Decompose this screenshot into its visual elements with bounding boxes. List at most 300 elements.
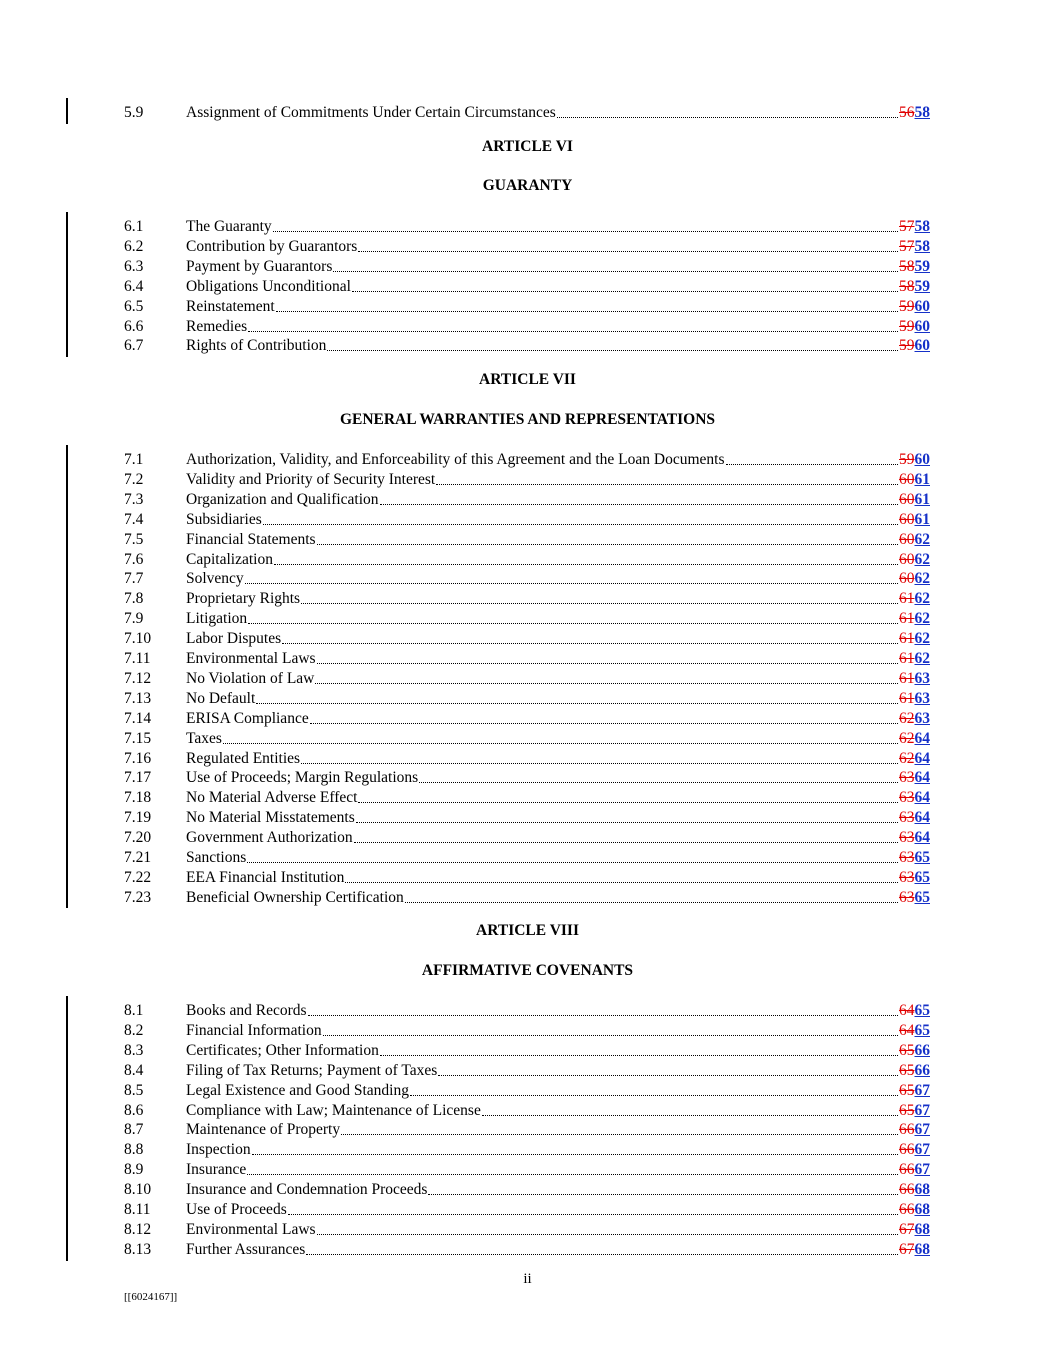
deleted-page-number: 61 <box>899 610 915 628</box>
page-ref <box>899 1240 930 1260</box>
page-ref <box>899 729 930 749</box>
entry-line <box>186 297 930 317</box>
section-number: 7.15 <box>124 729 152 747</box>
page-ref <box>899 1041 930 1061</box>
section-number: 6.2 <box>124 237 144 255</box>
deleted-page-number: 59 <box>899 451 915 468</box>
inserted-page-link[interactable]: 67 <box>914 1141 930 1159</box>
deleted-page-number: 65 <box>899 1101 915 1119</box>
inserted-page-link[interactable]: 68 <box>914 1240 930 1258</box>
page-ref <box>899 689 930 709</box>
section-title: Subsidiaries <box>186 510 262 528</box>
page-ref <box>899 1101 930 1121</box>
section-title: Books and Records <box>186 1002 307 1019</box>
inserted-page-link[interactable]: 60 <box>914 451 930 468</box>
article-heading: ARTICLE VIII <box>476 922 579 939</box>
inserted-page-link[interactable]: 62 <box>914 570 930 588</box>
entry-line <box>186 1180 930 1200</box>
deleted-page-number: 66 <box>899 1121 915 1139</box>
toc-entry <box>124 689 930 709</box>
toc-entry <box>124 888 930 908</box>
dot-leader <box>247 848 898 863</box>
deleted-page-number: 63 <box>899 789 915 807</box>
dot-leader <box>419 768 898 783</box>
deleted-page-number: 65 <box>899 1081 915 1099</box>
section-number: 7.13 <box>124 689 152 707</box>
section-title: No Violation of Law <box>186 669 315 687</box>
toc-entry <box>124 103 930 123</box>
toc-entry <box>124 1081 930 1101</box>
section-number: 7.2 <box>124 470 144 488</box>
dot-leader <box>276 297 898 312</box>
section-title: No Material Misstatements <box>186 809 355 827</box>
toc-entry <box>124 1101 930 1121</box>
entry-line <box>186 470 930 490</box>
page-ref <box>899 1220 930 1240</box>
entry-line <box>186 450 930 470</box>
toc-entry <box>124 609 930 629</box>
section-title: Reinstatement <box>186 297 275 315</box>
inserted-page-link[interactable]: 63 <box>914 669 930 687</box>
page-ref <box>899 257 930 277</box>
inserted-page-link[interactable]: 59 <box>914 257 930 275</box>
entry-line <box>186 277 930 297</box>
deleted-page-number: 66 <box>899 1201 915 1218</box>
page-number: ii <box>523 1271 532 1287</box>
section-number: 7.1 <box>124 451 144 468</box>
entry-line <box>186 317 930 337</box>
deleted-page-number: 59 <box>899 337 915 355</box>
inserted-page-link[interactable]: 67 <box>914 1101 930 1119</box>
page-ref <box>899 297 930 317</box>
page-ref <box>899 749 930 769</box>
inserted-page-link[interactable]: 61 <box>914 490 930 508</box>
inserted-page-link[interactable]: 58 <box>914 237 930 255</box>
toc-entry <box>124 257 930 277</box>
toc-entry <box>124 828 930 848</box>
inserted-page-link[interactable]: 58 <box>914 218 930 235</box>
entry-line <box>186 1041 930 1061</box>
section-number: 7.4 <box>124 510 144 528</box>
section-number: 7.7 <box>124 570 144 588</box>
entry-line <box>186 1021 930 1041</box>
section-number: 8.13 <box>124 1240 152 1258</box>
section-title: Maintenance of Property <box>186 1121 341 1139</box>
dot-leader <box>345 868 898 883</box>
entry-line <box>186 749 930 769</box>
inserted-page-link[interactable]: 68 <box>914 1201 930 1218</box>
section-number: 8.10 <box>124 1181 152 1199</box>
section-title: Validity and Priority of Security Interest <box>186 470 436 488</box>
section-title: Remedies <box>186 317 248 335</box>
deleted-page-number: 61 <box>899 630 915 648</box>
section-number: 7.14 <box>124 709 152 727</box>
page-ref <box>899 808 930 828</box>
deleted-page-number: 60 <box>899 510 915 528</box>
entry-line <box>186 1200 930 1220</box>
inserted-page-link[interactable]: 60 <box>914 317 930 335</box>
section-number: 8.8 <box>124 1141 144 1159</box>
page-ref <box>899 1081 930 1101</box>
section-title: Further Assurances <box>186 1240 306 1258</box>
section-title: Environmental Laws <box>186 650 316 667</box>
section-number: 8.9 <box>124 1161 144 1179</box>
deleted-page-number: 63 <box>899 829 915 847</box>
entry-line <box>186 1061 930 1081</box>
inserted-page-link[interactable]: 67 <box>914 1121 930 1139</box>
page-ref <box>899 828 930 848</box>
section-title: Financial Statements <box>186 530 316 548</box>
inserted-page-link[interactable]: 66 <box>914 1041 930 1059</box>
toc-entry <box>124 808 930 828</box>
dot-leader <box>263 510 898 525</box>
deleted-page-number: 66 <box>899 1161 915 1179</box>
dot-leader <box>356 808 898 823</box>
toc-entry <box>124 788 930 808</box>
page-ref <box>899 1061 930 1081</box>
page-ref <box>899 1021 930 1041</box>
inserted-page-link[interactable]: 64 <box>914 829 930 847</box>
entry-line <box>186 1220 930 1240</box>
section-title: Labor Disputes <box>186 630 282 648</box>
section-number: 7.5 <box>124 530 144 548</box>
section-title: Assignment of Commitments Under Certain Circumstances <box>186 104 556 121</box>
dot-leader <box>274 550 898 565</box>
inserted-page-link[interactable]: 65 <box>914 1021 930 1039</box>
section-number: 7.22 <box>124 868 152 886</box>
page-ref <box>899 237 930 257</box>
page-ref <box>899 788 930 808</box>
entry-line <box>186 1160 930 1180</box>
section-number: 6.7 <box>124 337 144 355</box>
entry-line <box>186 237 930 257</box>
section-number: 7.18 <box>124 789 152 807</box>
inserted-page-link[interactable]: 64 <box>914 729 930 747</box>
page-ref <box>899 1200 930 1220</box>
deleted-page-number: 62 <box>899 729 915 747</box>
toc-entry <box>124 649 930 669</box>
section-title: Compliance with Law; Maintenance of License <box>186 1101 481 1119</box>
deleted-page-number: 57 <box>899 218 915 235</box>
page-ref <box>899 530 930 550</box>
dot-leader <box>317 649 898 664</box>
toc-entry <box>124 848 930 868</box>
toc-entry <box>124 1120 930 1140</box>
deleted-page-number: 59 <box>899 297 915 315</box>
page-ref <box>899 848 930 868</box>
page-ref <box>899 490 930 510</box>
dot-leader <box>310 709 898 724</box>
dot-leader <box>323 1021 898 1036</box>
section-number: 8.5 <box>124 1081 144 1099</box>
dot-leader <box>223 729 898 744</box>
toc-entry <box>124 490 930 510</box>
toc-entry <box>124 1220 930 1240</box>
toc-entry <box>124 1240 930 1260</box>
page-ref <box>899 1160 930 1180</box>
deleted-page-number: 67 <box>899 1220 915 1238</box>
inserted-page-link[interactable]: 64 <box>914 749 930 767</box>
entry-line <box>186 257 930 277</box>
deleted-page-number: 65 <box>899 1061 915 1079</box>
section-number: 6.3 <box>124 257 144 275</box>
dot-leader <box>428 1180 898 1195</box>
toc-entry <box>124 868 930 888</box>
toc-entry <box>124 669 930 689</box>
document-id: [[6024167]] <box>124 1291 178 1303</box>
page-ref <box>899 888 930 908</box>
section-title: Insurance <box>186 1161 247 1179</box>
section-number: 8.4 <box>124 1061 144 1079</box>
toc-entry <box>124 550 930 570</box>
inserted-page-link[interactable]: 67 <box>914 1081 930 1099</box>
section-title: EEA Financial Institution <box>186 868 345 886</box>
inserted-page-link[interactable]: 62 <box>914 610 930 628</box>
dot-leader <box>333 257 898 272</box>
toc-entry <box>124 297 930 317</box>
section-number: 6.1 <box>124 218 144 235</box>
deleted-page-number: 58 <box>899 257 915 275</box>
dot-leader <box>436 470 898 485</box>
entry-line <box>186 808 930 828</box>
section-title: Use of Proceeds; Margin Regulations <box>186 769 419 787</box>
section-number: 8.6 <box>124 1101 144 1119</box>
section-number: 7.11 <box>124 650 151 667</box>
inserted-page-link[interactable]: 67 <box>914 1161 930 1179</box>
deleted-page-number: 58 <box>899 277 915 295</box>
entry-line <box>186 569 930 589</box>
dot-leader <box>358 237 898 252</box>
inserted-page-link[interactable]: 64 <box>914 769 930 787</box>
section-number: 8.3 <box>124 1041 144 1059</box>
section-title: Rights of Contribution <box>186 337 327 355</box>
section-title: Solvency <box>186 570 244 588</box>
inserted-page-link[interactable]: 58 <box>914 104 930 121</box>
entry-line <box>186 828 930 848</box>
dot-leader <box>256 689 898 704</box>
inserted-page-link[interactable]: 63 <box>914 709 930 727</box>
deleted-page-number: 67 <box>899 1240 915 1258</box>
deleted-page-number: 63 <box>899 809 915 827</box>
toc-entry <box>124 530 930 550</box>
dot-leader <box>327 336 898 351</box>
toc-entry <box>124 1041 930 1061</box>
section-title: Inspection <box>186 1141 251 1159</box>
inserted-page-link[interactable]: 61 <box>914 510 930 528</box>
toc-entry <box>124 1001 930 1021</box>
page-ref <box>899 470 930 490</box>
deleted-page-number: 63 <box>899 769 915 787</box>
dot-leader <box>288 1200 898 1215</box>
dot-leader <box>306 1240 898 1255</box>
inserted-page-link[interactable]: 64 <box>914 789 930 807</box>
toc-entry <box>124 629 930 649</box>
page-ref <box>899 103 930 123</box>
toc-entry <box>124 470 930 490</box>
dot-leader <box>352 277 898 292</box>
entry-line <box>186 217 930 237</box>
toc-entry <box>124 237 930 257</box>
inserted-page-link[interactable]: 65 <box>914 868 930 886</box>
section-title: No Default <box>186 689 256 707</box>
page-ref <box>899 217 930 237</box>
dot-leader <box>308 1001 898 1016</box>
page-ref <box>899 589 930 609</box>
section-title: Authorization, Validity, and Enforceability of this Agreement and the Loan Documents <box>186 451 725 468</box>
section-number: 7.10 <box>124 630 152 648</box>
inserted-page-link[interactable]: 60 <box>914 297 930 315</box>
entry-line <box>186 1240 930 1260</box>
entry-line <box>186 729 930 749</box>
page-ref <box>899 510 930 530</box>
section-number: 7.3 <box>124 490 144 508</box>
inserted-page-link[interactable]: 62 <box>914 590 930 608</box>
section-title: Litigation <box>186 610 248 628</box>
entry-line <box>186 103 930 123</box>
section-number: 8.1 <box>124 1002 144 1019</box>
page-ref <box>899 569 930 589</box>
entry-line <box>186 1140 930 1160</box>
inserted-page-link[interactable]: 66 <box>914 1061 930 1079</box>
section-title: Organization and Qualification <box>186 490 379 508</box>
deleted-page-number: 61 <box>899 650 915 667</box>
deleted-page-number: 59 <box>899 317 915 335</box>
dot-leader <box>301 589 898 604</box>
entry-line <box>186 669 930 689</box>
dot-leader <box>315 669 898 684</box>
entry-line <box>186 888 930 908</box>
section-title: Contribution by Guarantors <box>186 237 358 255</box>
inserted-page-link[interactable]: 68 <box>914 1181 930 1199</box>
change-bar <box>66 996 68 1261</box>
page-ref <box>899 768 930 788</box>
section-number: 7.12 <box>124 669 152 687</box>
deleted-page-number: 66 <box>899 1181 915 1199</box>
deleted-page-number: 60 <box>899 490 915 508</box>
inserted-page-link[interactable]: 65 <box>914 1002 930 1019</box>
section-number: 5.9 <box>124 104 144 121</box>
article-subheading: AFFIRMATIVE COVENANTS <box>421 962 634 979</box>
section-title: The Guaranty <box>186 218 272 235</box>
page-ref <box>899 709 930 729</box>
section-title: Proprietary Rights <box>186 590 301 608</box>
entry-line <box>186 510 930 530</box>
entry-line <box>186 550 930 570</box>
deleted-page-number: 64 <box>899 1002 915 1019</box>
page-ref <box>899 649 930 669</box>
section-title: No Material Adverse Effect <box>186 789 358 807</box>
deleted-page-number: 63 <box>899 868 915 886</box>
dot-leader <box>301 749 898 764</box>
dot-leader <box>438 1061 898 1076</box>
inserted-page-link[interactable]: 62 <box>914 650 930 667</box>
inserted-page-link[interactable]: 62 <box>914 630 930 648</box>
page-ref <box>899 1140 930 1160</box>
deleted-page-number: 65 <box>899 1041 915 1059</box>
inserted-page-link[interactable]: 60 <box>914 337 930 355</box>
dot-leader <box>354 828 898 843</box>
inserted-page-link[interactable]: 63 <box>914 689 930 707</box>
page-ref <box>899 669 930 689</box>
entry-line <box>186 1101 930 1121</box>
toc-entry <box>124 1200 930 1220</box>
deleted-page-number: 62 <box>899 749 915 767</box>
article-heading: ARTICLE VI <box>482 138 573 155</box>
inserted-page-link[interactable]: 65 <box>914 888 930 906</box>
deleted-page-number: 60 <box>899 530 915 548</box>
section-title: Capitalization <box>186 550 273 568</box>
article-heading: ARTICLE VII <box>479 371 576 388</box>
dot-leader <box>410 1081 898 1096</box>
dot-leader <box>358 788 898 803</box>
section-number: 7.17 <box>124 769 152 787</box>
entry-line <box>186 629 930 649</box>
section-title: Legal Existence and Good Standing <box>186 1081 409 1099</box>
section-title: Government Authorization <box>186 829 353 847</box>
dot-leader <box>252 1140 898 1155</box>
page-ref <box>899 609 930 629</box>
entry-line <box>186 589 930 609</box>
section-number: 7.9 <box>124 610 144 628</box>
section-number: 7.23 <box>124 888 152 906</box>
page-ref <box>899 629 930 649</box>
inserted-page-link[interactable]: 68 <box>914 1220 930 1238</box>
page-ref <box>899 277 930 297</box>
deleted-page-number: 60 <box>899 550 915 568</box>
page-ref <box>899 1180 930 1200</box>
entry-line <box>186 336 930 356</box>
inserted-page-link[interactable]: 64 <box>914 809 930 827</box>
dot-leader <box>557 103 898 118</box>
entry-line <box>186 1120 930 1140</box>
deleted-page-number: 61 <box>899 689 915 707</box>
article-subheading: GENERAL WARRANTIES AND REPRESENTATIONS <box>339 411 716 428</box>
section-title: Use of Proceeds <box>186 1201 287 1218</box>
change-bar <box>66 212 68 357</box>
inserted-page-link[interactable]: 62 <box>914 530 930 548</box>
toc-entry <box>124 317 930 337</box>
section-number: 7.16 <box>124 749 152 767</box>
toc-entry <box>124 1160 930 1180</box>
dot-leader <box>726 450 899 465</box>
section-number: 6.6 <box>124 317 144 335</box>
entry-line <box>186 709 930 729</box>
section-number: 7.19 <box>124 809 152 827</box>
inserted-page-link[interactable]: 59 <box>914 277 930 295</box>
page-ref <box>899 868 930 888</box>
dot-leader <box>482 1101 898 1116</box>
section-number: 8.11 <box>124 1201 151 1218</box>
inserted-page-link[interactable]: 65 <box>914 849 930 866</box>
toc-entry <box>124 510 930 530</box>
deleted-page-number: 60 <box>899 470 915 488</box>
section-title: Regulated Entities <box>186 749 301 767</box>
page-ref <box>899 450 930 470</box>
page-ref <box>899 336 930 356</box>
section-title: Filing of Tax Returns; Payment of Taxes <box>186 1061 438 1079</box>
dot-leader <box>380 490 898 505</box>
dot-leader <box>341 1120 898 1135</box>
entry-line <box>186 649 930 669</box>
deleted-page-number: 66 <box>899 1141 915 1159</box>
entry-line <box>186 490 930 510</box>
toc-entry <box>124 1140 930 1160</box>
entry-line <box>186 1081 930 1101</box>
inserted-page-link[interactable]: 62 <box>914 550 930 568</box>
inserted-page-link[interactable]: 61 <box>914 470 930 488</box>
section-number: 7.8 <box>124 590 144 608</box>
section-number: 8.12 <box>124 1220 152 1238</box>
